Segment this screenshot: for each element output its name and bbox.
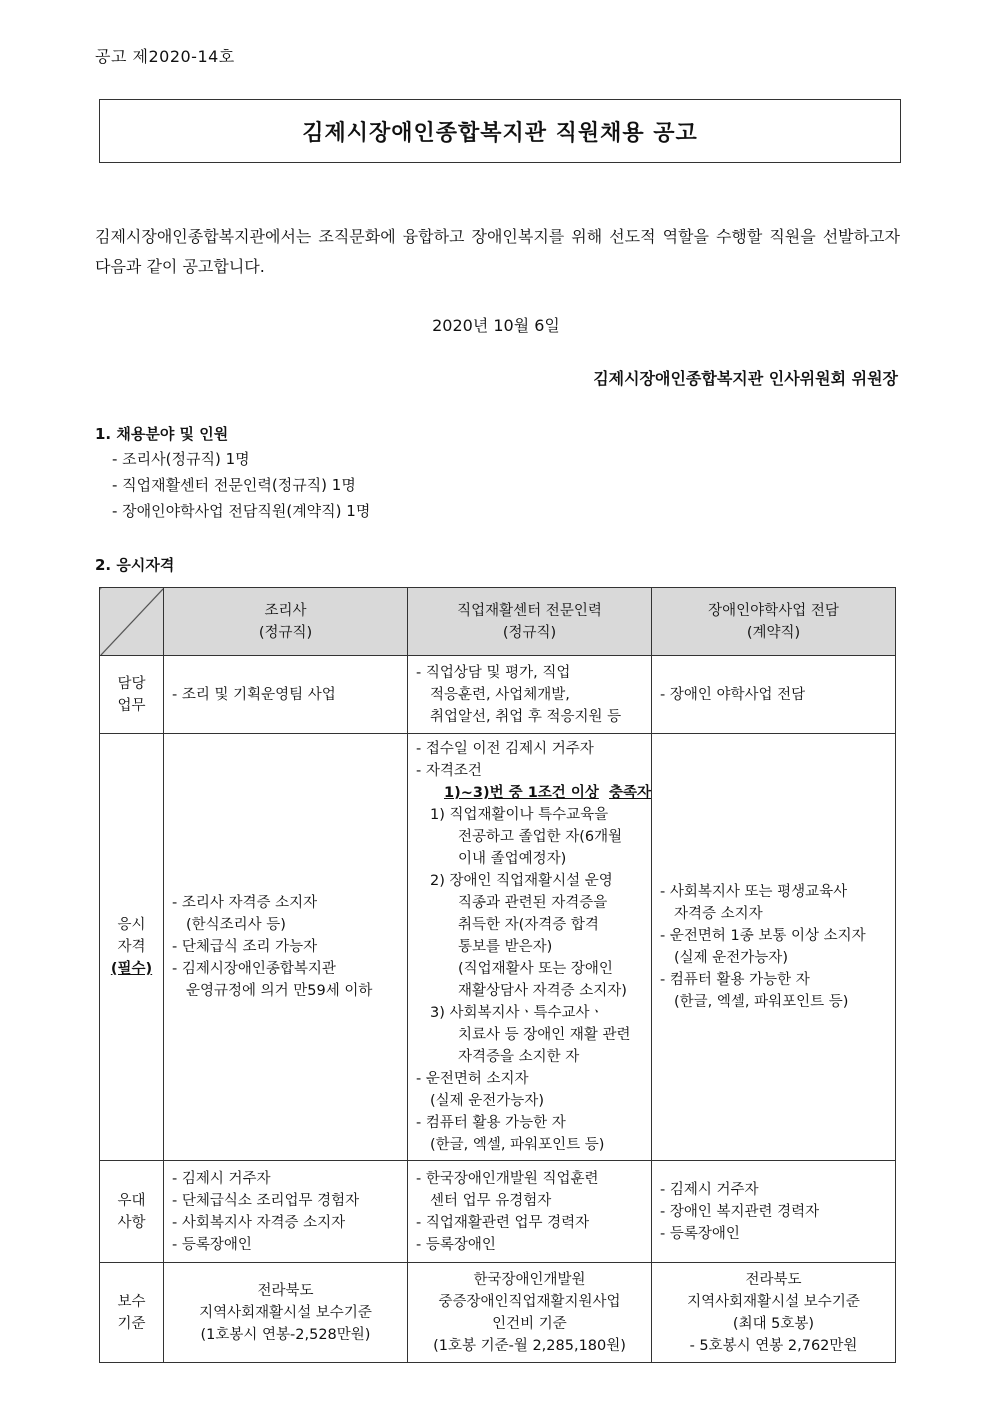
- header-label: 장애인야학사업 전담: [708, 602, 839, 619]
- cell-line: - 컴퓨터 활용 가능한 자: [416, 1115, 566, 1131]
- cell-line: 인건비 기준: [492, 1315, 567, 1332]
- cell-line: 취업알선, 취업 후 적응지원 등: [430, 708, 622, 725]
- row-label-line: 응시: [117, 917, 146, 933]
- page-title: 김제시장애인종합복지관 직원채용 공고: [302, 120, 698, 146]
- cell-line: - 컴퓨터 활용 가능한 자: [660, 972, 810, 988]
- cell-line: - 단체급식 조리 가능자: [172, 939, 318, 955]
- cell-line: 중증장애인직업재활지원사업: [438, 1293, 621, 1310]
- row-label-preference: [100, 1161, 164, 1263]
- row-label-qualification: [100, 734, 164, 1161]
- preference-row: [100, 1161, 896, 1263]
- pref-vocational: [408, 1161, 652, 1263]
- notice-date: 2020년 10월 6일: [432, 316, 560, 335]
- pay-night-school: [652, 1263, 896, 1363]
- cell-line: - 단체급식소 조리업무 경험자: [172, 1192, 360, 1209]
- cell-line: 치료사 등 장애인 재활 관련: [458, 1027, 631, 1043]
- header-label: 직업재활센터 전문인력: [457, 602, 602, 619]
- row-label-line: 자격: [117, 939, 146, 955]
- cell-line: - 접수일 이전 김제시 거주자: [416, 741, 594, 757]
- cell-line: 이내 졸업예정자): [458, 851, 567, 867]
- header-cook: [164, 588, 408, 656]
- cell-line: 전공하고 졸업한 자(6개월: [458, 829, 623, 845]
- condition-text: 1)~3)번 중 1조건 이상: [444, 785, 599, 801]
- cell-line: (1호봉 기준-월 2,285,180원): [433, 1337, 626, 1354]
- row-label-line: 보수: [117, 1293, 146, 1310]
- duty-vocational: [408, 656, 652, 734]
- cell-line: 1) 직업재활이나 특수교육을: [430, 807, 609, 823]
- cell-line: - 한국장애인개발원 직업훈련: [416, 1170, 599, 1187]
- cell-line: 취득한 자(자격증 합격: [458, 917, 599, 933]
- cell-line: 운영규정에 의거 만59세 이하: [186, 983, 373, 999]
- header-label: 조리사: [264, 602, 307, 619]
- signer: 김제시장애인종합복지관 인사위원회 위원장: [593, 369, 898, 388]
- cell-line: 재활상담사 자격증 소지자): [458, 983, 627, 999]
- cell-line: - 직업재활관련 업무 경력자: [416, 1214, 590, 1231]
- cell-line: 센터 업무 유경험자: [430, 1192, 552, 1209]
- cell-line: - 운전면허 1종 보통 이상 소지자: [660, 928, 866, 944]
- cell-line: - 등록장애인: [416, 1236, 496, 1253]
- row-label-line: 담당: [117, 675, 146, 692]
- pay-cook: [164, 1263, 408, 1363]
- row-label-line: 우대: [117, 1192, 146, 1209]
- cell-line: (실제 운전가능자): [674, 950, 788, 966]
- pay-vocational: [408, 1263, 652, 1363]
- cell-line: 전라북도: [745, 1271, 802, 1288]
- cell-line: (한식조리사 등): [186, 917, 286, 933]
- qual-vocational: [408, 734, 652, 1161]
- cell-line: 자격증을 소지한 자: [458, 1049, 580, 1065]
- cell-line: 자격증 소지자: [674, 906, 763, 922]
- list-item: - 장애인야학사업 전담직원(계약직) 1명: [112, 502, 371, 520]
- cell-line: - 사회복지사 또는 평생교육사: [660, 884, 848, 900]
- row-label-line: 사항: [117, 1214, 146, 1231]
- cell-line: - 김제시 거주자: [660, 1181, 759, 1198]
- intro-paragraph: 김제시장애인종합복지관에서는 조직문화에 융합하고 장애인복지를 위해 선도적 역할을 수행할 직원을 선발하고자 다음과 같이 공고합니다.: [95, 227, 900, 276]
- cell-line: - 자격조건: [416, 763, 482, 779]
- positions-list: [112, 446, 370, 524]
- cell-line: (한글, 엑셀, 파워포인트 등): [674, 994, 849, 1010]
- qual-cook: [164, 734, 408, 1161]
- row-label-line: 업무: [117, 697, 146, 714]
- cell-line: 2) 장애인 직업재활시설 운영: [430, 873, 613, 889]
- cell-line: - 등록장애인: [172, 1236, 252, 1253]
- header-vocational: [408, 588, 652, 656]
- duty-night-school: [652, 656, 896, 734]
- condition-text: 충족자: [608, 785, 651, 801]
- cell-line: - 김제시장애인종합복지관: [172, 961, 336, 977]
- corner-cell: [100, 588, 164, 656]
- cell-line: 적응훈련, 사업체개발,: [430, 686, 570, 703]
- header-row: [100, 588, 896, 656]
- cell-line: 통보를 받은자): [458, 939, 553, 955]
- list-item: - 직업재활센터 전문인력(정규직) 1명: [112, 476, 356, 494]
- header-sublabel: (정규직): [258, 624, 313, 641]
- condition-line: [416, 782, 651, 804]
- cell-line: 한국장애인개발원: [473, 1271, 586, 1288]
- cell-line: - 직업상담 및 평가, 직업: [416, 664, 571, 681]
- section1-title: 1. 채용분야 및 인원: [95, 425, 229, 443]
- cell-line: - 장애인 야학사업 전담: [660, 686, 806, 703]
- cell-line: - 등록장애인: [660, 1225, 740, 1242]
- qualification-row: [100, 734, 896, 1161]
- row-label-duty: [100, 656, 164, 734]
- row-label-pay: [100, 1263, 164, 1363]
- pref-cook: [164, 1161, 408, 1263]
- notice-number: 공고 제2020-14호: [95, 47, 235, 66]
- duty-cook: [164, 656, 408, 734]
- cell-line: - 조리사 자격증 소지자: [172, 895, 318, 911]
- header-night-school: [652, 588, 896, 656]
- cell-line: - 조리 및 기획운영팀 사업: [172, 686, 336, 703]
- cell-line: 직종과 관련된 자격증을: [458, 895, 608, 911]
- cell-line: (직업재활사 또는 장애인: [458, 961, 613, 977]
- cell-line: 지역사회재활시설 보수기준: [687, 1293, 860, 1310]
- title-box: [99, 99, 901, 163]
- header-sublabel: (정규직): [502, 624, 557, 641]
- duty-row: [100, 656, 896, 734]
- cell-line: - 김제시 거주자: [172, 1170, 271, 1187]
- cell-line: - 운전면허 소지자: [416, 1071, 529, 1087]
- cell-line: (한글, 엑셀, 파워포인트 등): [430, 1137, 605, 1153]
- qualification-table: [99, 587, 896, 1363]
- header-sublabel: (계약직): [746, 624, 801, 641]
- row-label-line: 기준: [117, 1315, 146, 1332]
- pay-row: [100, 1263, 896, 1363]
- cell-line: 지역사회재활시설 보수기준: [199, 1304, 372, 1321]
- section2-title: 2. 응시자격: [95, 556, 175, 574]
- cell-line: (1호봉시 연봉-2,528만원): [200, 1326, 371, 1343]
- pref-night-school: [652, 1161, 896, 1263]
- cell-line: 3) 사회복지사ㆍ특수교사ㆍ: [430, 1005, 604, 1021]
- qual-night-school: [652, 734, 896, 1161]
- cell-line: 전라북도: [257, 1282, 314, 1299]
- cell-line: (최대 5호봉): [732, 1315, 815, 1332]
- cell-line: - 장애인 복지관련 경력자: [660, 1203, 820, 1220]
- list-item: - 조리사(정규직) 1명: [112, 450, 250, 468]
- required-label: (필수): [110, 961, 153, 977]
- cell-line: - 사회복지사 자격증 소지자: [172, 1214, 346, 1231]
- cell-line: (실제 운전가능자): [430, 1093, 544, 1109]
- cell-line: - 5호봉시 연봉 2,762만원: [689, 1337, 858, 1354]
